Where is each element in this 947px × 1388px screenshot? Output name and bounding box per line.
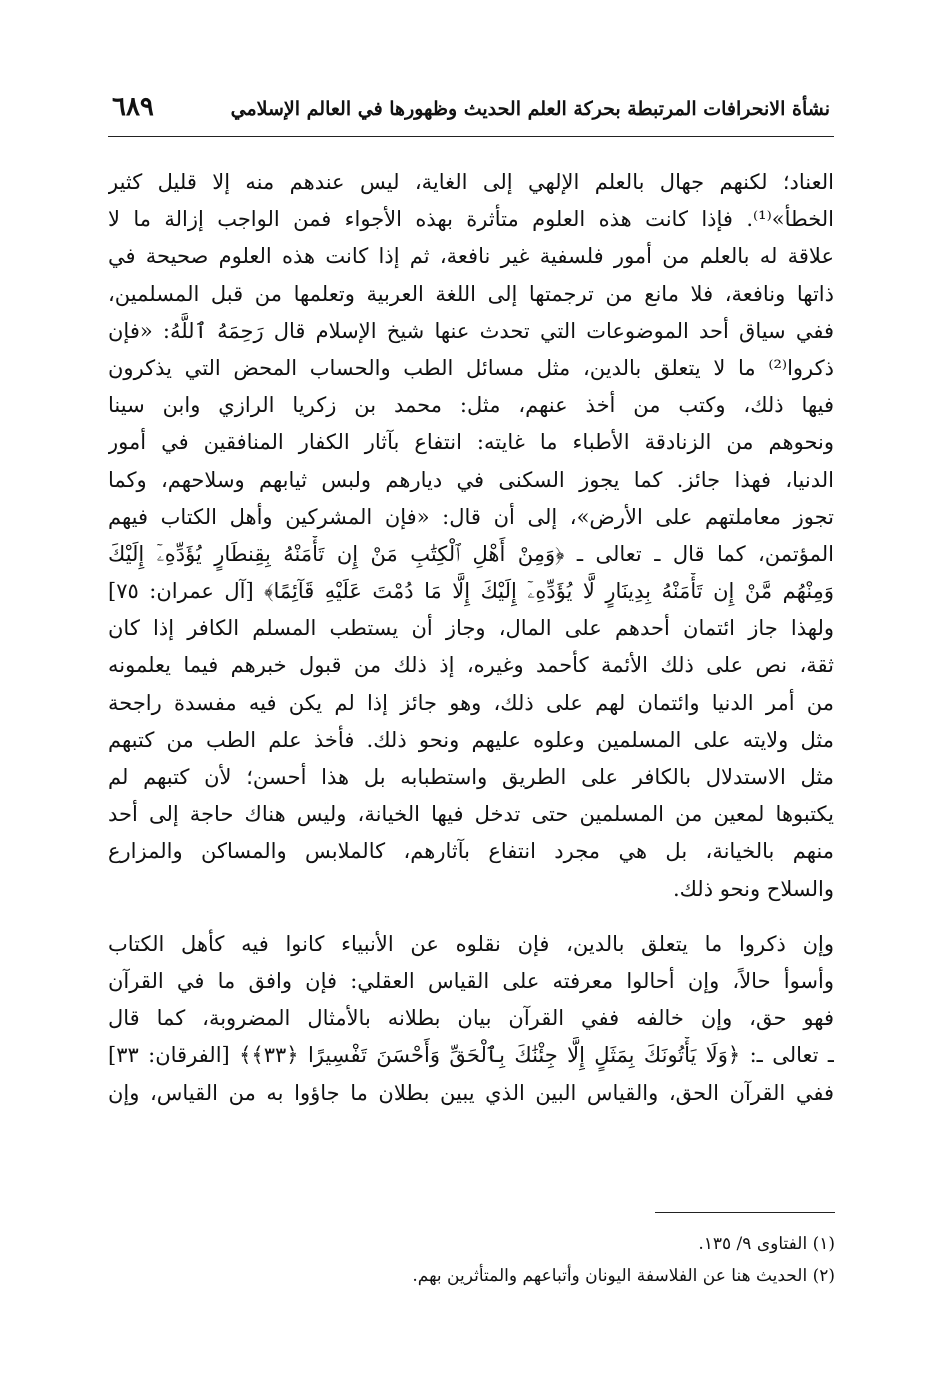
paragraph-spacer <box>108 908 834 926</box>
text-line: ولهذا جاز ائتمان أحدهم على المال، وجاز أن يستطب المسلم الكافر إذا كان <box>108 616 834 641</box>
text-line: الدنيا، فهذا جائز. كما يجوز السكنى في ديارهم ولبس ثيابهم وسلاحهم، وكما <box>108 467 834 492</box>
text-line: وإن ذكروا ما يتعلق بالدين، فإن نقلوه عن الأنبياء كانوا فيه كأهل الكتاب <box>108 931 834 956</box>
text-line: وأسوأ حالاً، وإن أحالوا معرفته على القياس العقلي: فإن وافق ما في القرآن <box>108 968 834 993</box>
quran-verse-line: المؤتمن، كما قال ـ تعالى ـ ﴿وَمِنْ أَهْلِ ٱلْكِتَٰبِ مَنْ إِن تَأْمَنْهُ بِقِنطَارٍ يُؤَدِّهِۦٓ إِلَيْكَ <box>108 541 834 566</box>
running-title: نشأة الانحرافات المرتبطة بحركة العلم الحديث وظهورها في العالم الإسلامي <box>230 98 830 120</box>
text-line: مثل ولايته على المسلمين وعلوه عليهم ونحو ذلك. فأخذ علم الطب من كتبهم <box>108 727 834 752</box>
text-line: تجوز معاملتهم على الأرض»، إلى أن قال: «فإن المشركين وأهل الكتاب فيهم <box>108 504 834 529</box>
text-line: مثل الاستدلال بالكافر على الطريق واستطبابه بل هذا أحسن؛ لأن كتبهم لم <box>108 765 834 789</box>
main-text <box>108 164 834 1112</box>
quran-verse-line: ـ تعالى ـ: ﴿وَلَا يَأْتُونَكَ بِمَثَلٍ إِلَّا جِئْنَٰكَ بِٱلْحَقِّ وَأَحْسَنَ تَفْسِيرًا ﴿٣٣﴾﴾ [الفرقان: ٣٣] <box>108 1043 834 1068</box>
page-number: ٦٨٩ <box>112 92 154 122</box>
text-line: فهو حق، وإن خالفه ففي القرآن بيان بطلانه بالأمثال المضروبة، كما قال <box>108 1006 834 1031</box>
text-line: ففي سياق أحد الموضوعات التي تحدث عنها شيخ الإسلام قال رَحِمَهُ ٱللَّهُ: «فإن <box>108 318 834 343</box>
text-line: منهم بالخيانة، بل هي مجرد انتفاع بآثارهم، كالملابس والمساكن والمزارع <box>108 839 834 864</box>
paragraph-1 <box>108 164 834 908</box>
text-line: من أمر الدنيا وائتمان لهم على ذلك، وهو جائز إذا لم يكن فيه مفسدة راجحة <box>108 690 834 715</box>
text-line: العناد؛ لكنهم جهال بالعلم الإلهي إلى الغاية، ليس عندهم منه إلا قليل كثير <box>108 170 834 194</box>
text-line: والسلاح ونحو ذلك. <box>672 876 834 901</box>
text-line: فيها ذلك، وكتب من أخذ عنهم، مثل: محمد بن زكريا الرازي وابن سينا <box>108 393 834 418</box>
text-line: ثقة، نص على ذلك الأئمة كأحمد وغيره، إذ ذلك من قبول خبرهم فيما يعلمونه <box>108 653 834 678</box>
text-line: ففي القرآن الحق، والقياس البين الذي يبين بطلان ما جاؤوا به من القياس، وإن <box>108 1080 834 1105</box>
footnote-rule <box>655 1212 835 1213</box>
running-header <box>112 92 830 132</box>
text-line: الخطأ»⁽¹⁾. فإذا كانت هذه العلوم متأثرة بهذه الأجواء فمن الواجب إزالة ما لا <box>108 207 834 232</box>
text-line: ذكروا⁽²⁾ ما لا يتعلق بالدين، مثل مسائل الطب والحساب المحض التي يذكرون <box>108 355 834 380</box>
header-rule <box>108 136 834 137</box>
text-line: يكتبوها لمعين من المسلمين حتى تدخل فيها الخيانة، وليس هناك حاجة إلى أحد <box>108 802 834 827</box>
text-line: ونحوهم من الزنادقة الأطباء ما غايته: انتفاع بآثار الكفار المنافقين في أمور <box>108 430 834 455</box>
text-line: ذاتها ونافعة، فلا مانع من ترجمتها إلى اللغة العربية وتعلمها من قبل المسلمين، <box>108 281 834 306</box>
footnotes <box>135 1228 835 1292</box>
footnote-2: (٢) الحديث هنا عن الفلاسفة اليونان وأتباعهم والمتأثرين بهم. <box>412 1266 835 1286</box>
paragraph-2 <box>108 926 834 1112</box>
footnote-1: (١) الفتاوى ٩/ ١٣٥. <box>698 1234 835 1254</box>
text-line: علاقة له بالعلم من أمور فلسفية غير نافعة، ثم إذا كانت هذه العلوم صحيحة في <box>108 244 834 269</box>
quran-verse-line: وَمِنْهُم مَّنْ إِن تَأْمَنْهُ بِدِينَارٍ لَّا يُؤَدِّهِۦٓ إِلَيْكَ إِلَّا مَا دُمْتَ عَلَيْهِ قَآئِمًا﴾ [آل عمران: ٧٥] <box>108 579 834 604</box>
